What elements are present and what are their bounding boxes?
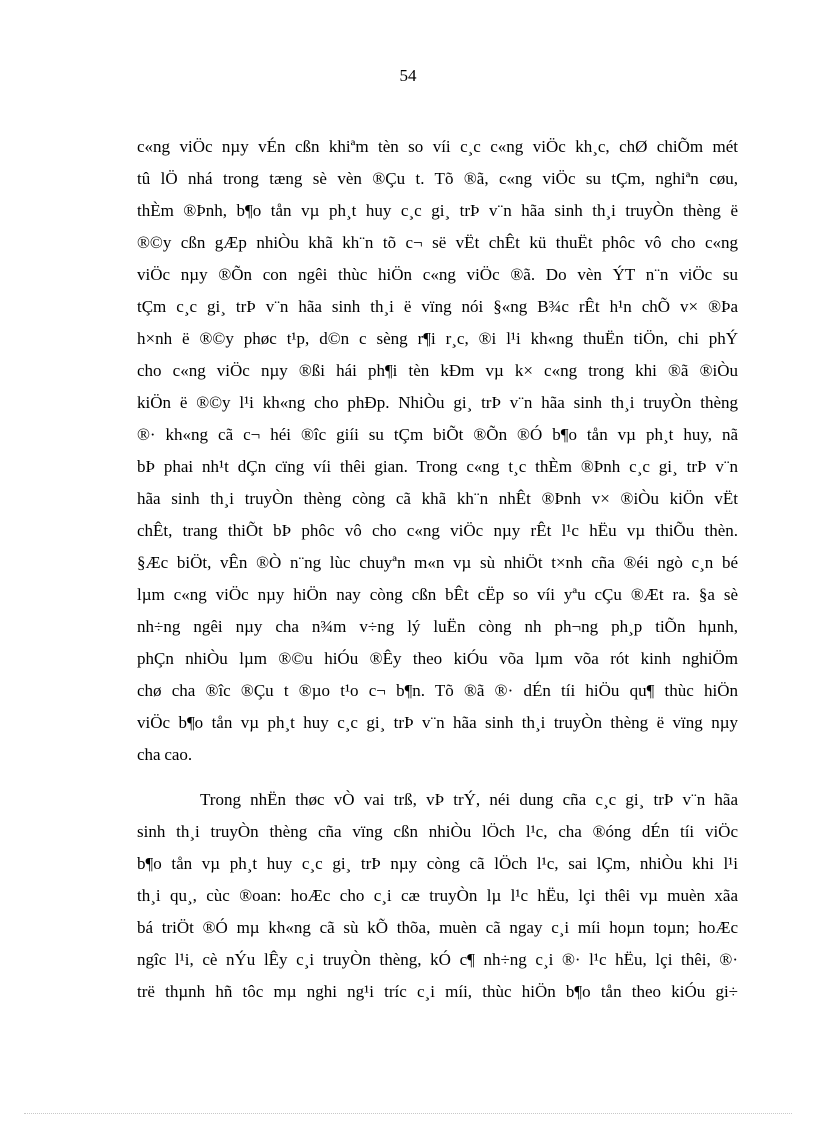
paragraph-1-line: ®· kh«ng cã c¬ héi ®îc giíi su tÇm biÕt ®Õn ®Ó b¶o tån vµ ph¸t huy, nã <box>137 425 738 444</box>
paragraph-1-line: §Æc biÖt, vÊn ®Ò n¨ng lùc chuyªn m«n vµ sù nhiÖt t×nh cña ®éi ngò c¸n bé <box>137 553 738 572</box>
paragraph-1-line: nh÷ng ngêi nµy cha n¾m v÷ng lý luËn còng nh ph¬ng ph¸p tiÕn hµnh, <box>137 617 738 636</box>
paragraph-1-line: cho c«ng viÖc nµy ®ßi hái ph¶i tèn kÐm vµ k× c«ng trong khi ®ã ®iÒu <box>137 361 738 380</box>
paragraph-2-line: ngîc l¹i, cè nÝu lÊy c¸i truyÒn thèng, kÓ c¶ nh÷ng c¸i ®· l¹c hËu, lçi thêi, ®· <box>137 950 738 969</box>
paragraph-1-line: bÞ phai nh¹t dÇn cïng víi thêi gian. Trong c«ng t¸c thÈm ®Þnh c¸c gi¸ trÞ v¨n <box>137 457 738 476</box>
paragraph-1-line: hãa sinh th¸i truyÒn thèng còng cã khã kh¨n nhÊt ®Þnh v× ®iÒu kiÖn vËt <box>137 489 738 508</box>
paragraph-2-line: sinh th¸i truyÒn thèng cña vïng cßn nhiÒu lÖch l¹c, cha ®óng dÉn tíi viÖc <box>137 822 738 841</box>
paragraph-2-first-line: Trong nhËn thøc vÒ vai trß, vÞ trÝ, néi dung cña c¸c gi¸ trÞ v¨n hãa <box>200 790 738 809</box>
paragraph-1-last-line: cha cao. <box>137 745 193 764</box>
page-number: 54 <box>399 66 417 85</box>
paragraph-1-line: thÈm ®Þnh, b¶o tån vµ ph¸t huy c¸c gi¸ trÞ v¨n hãa sinh th¸i truyÒn thèng ë <box>137 201 738 220</box>
paragraph-1-line: viÖc b¶o tån vµ ph¸t huy c¸c gi¸ trÞ v¨n hãa sinh th¸i truyÒn thèng ë vïng nµy <box>137 713 738 732</box>
paragraph-1-line: tÇm c¸c gi¸ trÞ v¨n hãa sinh th¸i ë vïng nói §«ng B¾c rÊt h¹n chÕ v× ®Þa <box>137 297 738 316</box>
paragraph-2-line: bá triÖt ®Ó mµ kh«ng cã sù kÕ thõa, muèn cã ngay c¸i míi hoµn toµn; hoÆc <box>137 918 738 937</box>
page-bottom-divider <box>24 1113 792 1114</box>
paragraph-1-line: h×nh ë ®©y phøc t¹p, d©n c sèng r¶i r¸c, ®i l¹i kh«ng thuËn tiÖn, chi phÝ <box>137 329 738 348</box>
paragraph-1-line: lµm c«ng viÖc nµy hiÖn nay còng cßn bÊt cËp so víi yªu cÇu ®Æt ra. §a sè <box>137 585 738 604</box>
paragraph-1-line: viÖc nµy ®Õn con ngêi thùc hiÖn c«ng viÖc ®ã. Do vèn ÝT n¨n viÖc su <box>137 265 738 284</box>
paragraph-2-line: b¶o tån vµ ph¸t huy c¸c gi¸ trÞ nµy còng cã lÖch l¹c, sai lÇm, nhiÒu khi l¹i <box>137 854 738 873</box>
paragraph-2-line: trë thµnh hñ tôc mµ nghi ng¹i tríc c¸i míi, thùc hiÖn b¶o tån theo kiÓu gi÷ <box>137 982 738 1001</box>
paragraph-1-line: chø cha ®îc ®Çu t ®µo t¹o c¬ b¶n. Tõ ®ã ®· dÉn tíi hiÖu qu¶ thùc hiÖn <box>137 681 738 700</box>
paragraph-1-line: phÇn nhiÒu lµm ®©u hiÓu ®Êy theo kiÓu võa lµm võa rót kinh nghiÖm <box>137 649 738 668</box>
paragraph-1-line: chÊt, trang thiÕt bÞ phôc vô cho c«ng viÖc nµy rÊt l¹c hËu vµ thiÕu thèn. <box>137 521 738 540</box>
paragraph-1-line: tû lÖ nhá trong tæng sè vèn ®Çu t. Tõ ®ã, c«ng viÖc su tÇm, nghiªn cøu, <box>137 169 738 188</box>
paragraph-1-line: ®©y cßn gÆp nhiÒu khã kh¨n tõ c¬ së vËt chÊt kü thuËt phôc vô cho c«ng <box>137 233 738 252</box>
paragraph-1-line: c«ng viÖc nµy vÉn cßn khiªm tèn so víi c¸c c«ng viÖc kh¸c, chØ chiÕm mét <box>137 137 738 156</box>
paragraph-2-line: th¸i qu¸, cùc ®oan: hoÆc cho c¸i cæ truyÒn lµ l¹c hËu, lçi thêi vµ muèn xãa <box>137 886 738 905</box>
paragraph-1-line: kiÖn ë ®©y l¹i kh«ng cho phÐp. NhiÒu gi¸ trÞ v¨n hãa sinh th¸i truyÒn thèng <box>137 393 738 412</box>
